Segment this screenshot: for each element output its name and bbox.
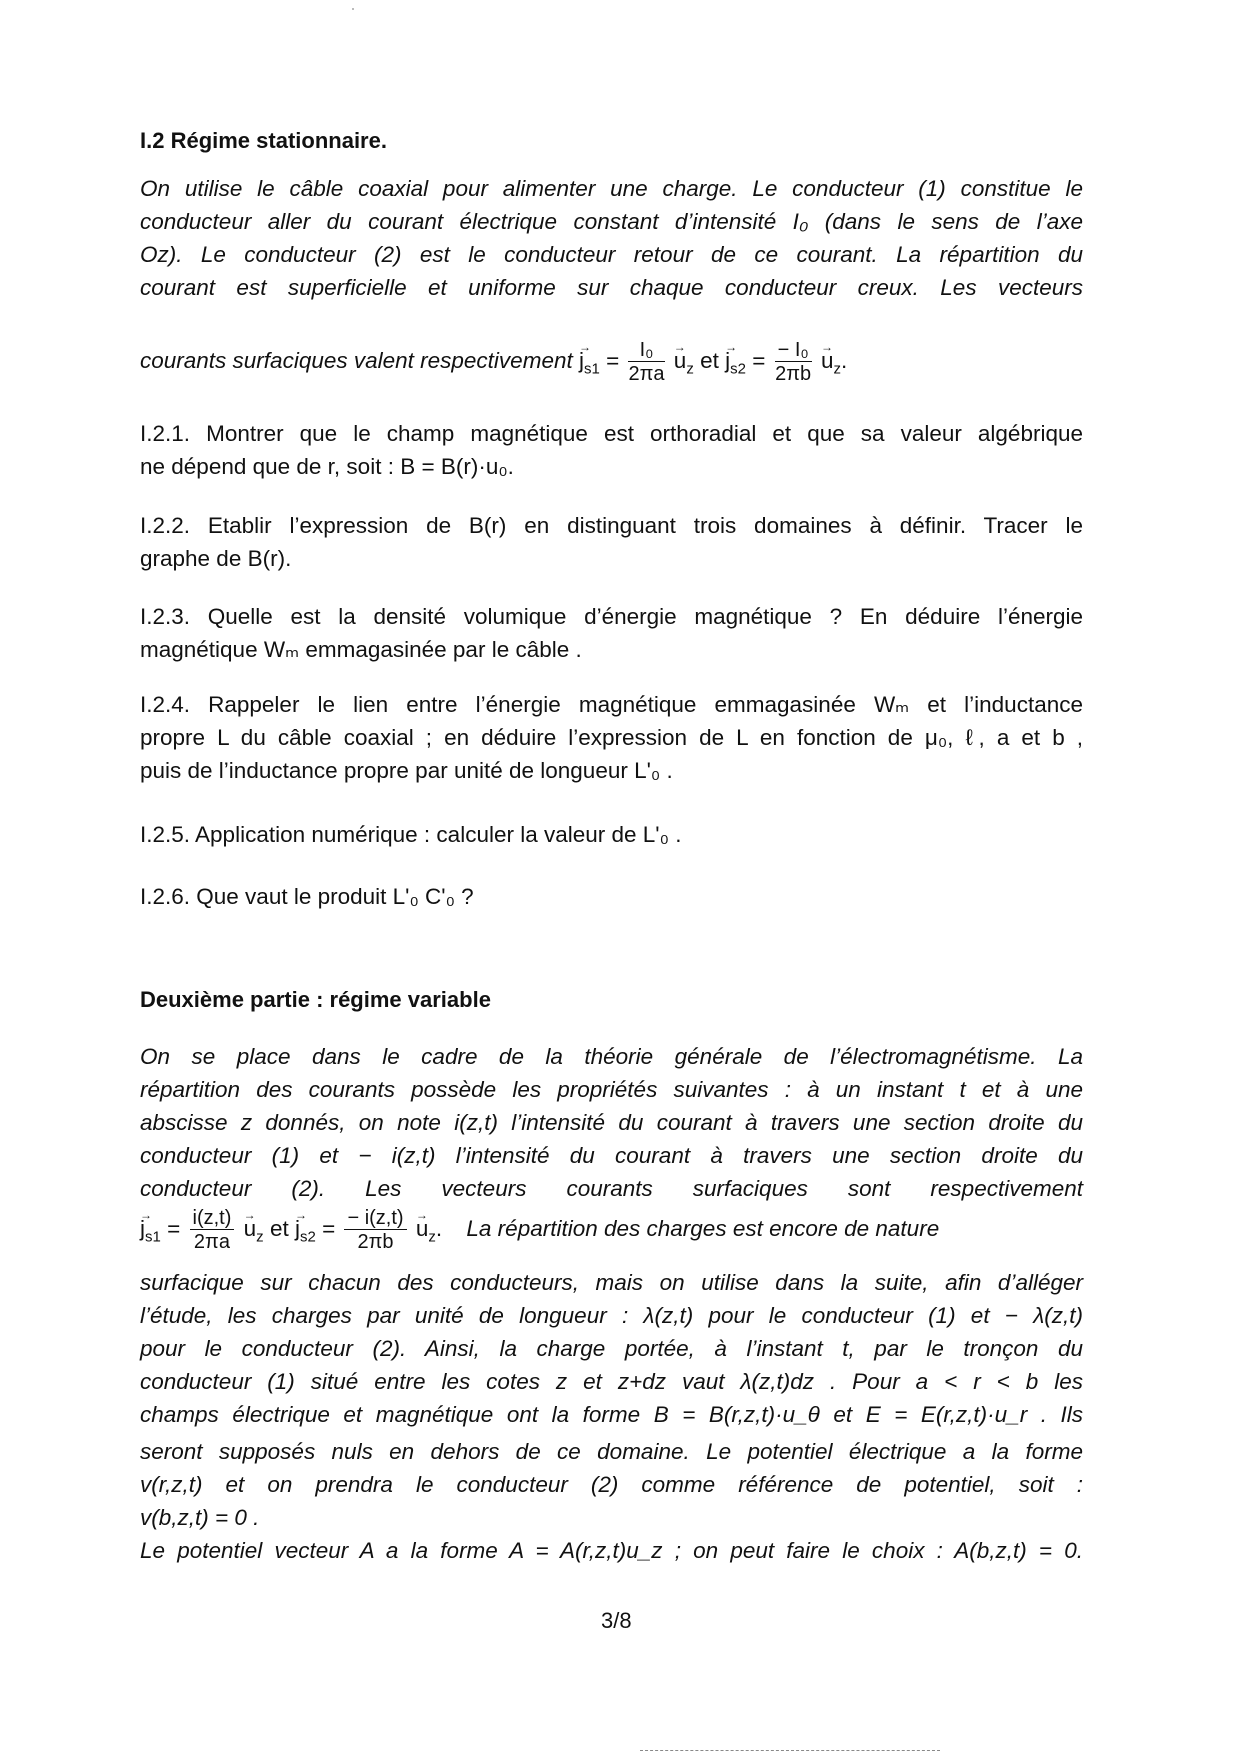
and-word: et xyxy=(269,1216,289,1241)
body-line: pour le conducteur (2). Ainsi, la charge portée, à l’instant t, par le tronçon du xyxy=(140,1336,1083,1361)
js1-subscript: s1 xyxy=(145,1228,161,1246)
js1-denominator: 2πa xyxy=(628,363,665,385)
question-1-2-3 xyxy=(140,600,1083,666)
uz-vector: → u xyxy=(674,341,687,381)
uz-vector: → u xyxy=(416,1208,429,1250)
js2-numerator: − I₀ xyxy=(775,340,812,362)
js1-numerator: I₀ xyxy=(628,340,664,362)
body-line: l’étude, les charges par unité de longueur : λ(z,t) pour le conducteur (1) et − λ(z,t) xyxy=(140,1303,1083,1328)
body-line: abscisse z donnés, on note i(z,t) l’intensité du courant à travers une section droite du xyxy=(140,1110,1083,1135)
question-text: I.2.5. Application numérique : calculer la valeur de L'₀ . xyxy=(140,822,682,847)
section-intro xyxy=(140,172,1083,304)
part-two-body-a xyxy=(140,1040,1083,1205)
js2-vector: → j xyxy=(295,1208,300,1250)
body-line: seront supposés nuls en dehors de ce domaine. Le potentiel électrique a la forme xyxy=(140,1439,1083,1464)
question-text: magnétique Wₘ emmagasinée par le câble . xyxy=(140,637,582,662)
intro-line: conducteur aller du courant électrique constant d’intensité I₀ (dans le sens de l’axe xyxy=(140,209,1083,234)
intro-line: On utilise le câble coaxial pour alimenter une charge. Le conducteur (1) constitue le xyxy=(140,176,1083,201)
js2-fraction xyxy=(775,340,812,384)
js2-numerator: − i(z,t) xyxy=(344,1208,406,1230)
js1-vector: → j xyxy=(140,1208,145,1250)
js1-subscript: s1 xyxy=(583,360,600,378)
uz-vector: → u xyxy=(821,341,834,381)
uz-subscript: z xyxy=(428,1228,436,1246)
body-line: répartition des courants possède les propriétés suivantes : à un instant t et à une xyxy=(140,1077,1083,1102)
question-text: I.2.2. Etablir l’expression de B(r) en distinguant trois domaines à définir. Tracer le xyxy=(140,513,1083,538)
page-number: 3/8 xyxy=(601,1608,632,1633)
question-1-2-5 xyxy=(140,818,1083,851)
equation-tail-text: La répartition des charges est encore de nature xyxy=(466,1216,940,1241)
body-line: conducteur (1) et − i(z,t) l’intensité du courant à travers une section droite du xyxy=(140,1143,1083,1168)
part-two-title: Deuxième partie : régime variable xyxy=(140,987,491,1012)
question-text: I.2.1. Montrer que le champ magnétique est orthoradial et que sa valeur algébrique xyxy=(140,421,1083,446)
question-text: puis de l’inductance propre par unité de longueur L'₀ . xyxy=(140,758,673,783)
js2-denominator: 2πb xyxy=(775,363,812,385)
body-line: champs électrique et magnétique ont la forme B = B(r,z,t)·u_θ et E = E(r,z,t)·u_r . Ils xyxy=(140,1402,1083,1427)
question-text: graphe de B(r). xyxy=(140,546,292,571)
js2-subscript: s2 xyxy=(730,360,746,378)
section-title: I.2 Régime stationnaire. xyxy=(140,128,387,153)
uz-subscript: z xyxy=(256,1228,264,1246)
js1-fraction xyxy=(628,340,664,384)
js2-variable-fraction xyxy=(344,1208,406,1252)
scan-mark xyxy=(352,8,354,10)
question-text: I.2.6. Que vaut le produit L'₀ C'₀ ? xyxy=(140,884,474,909)
part-two-body-b xyxy=(140,1266,1083,1570)
equation-end: . xyxy=(435,1216,443,1241)
js2-denominator: 2πb xyxy=(357,1231,394,1254)
js2-subscript: s2 xyxy=(299,1228,316,1246)
equation-intro-text: courants surfaciques valent respectivement xyxy=(140,347,573,373)
question-text: I.2.3. Quelle est la densité volumique d’énergie magnétique ? En déduire l’énergie xyxy=(140,604,1083,629)
js2-vector: → j xyxy=(725,341,730,381)
body-line: Le potentiel vecteur A a la forme A = A(r,z,t)u_z ; on peut faire le choix : A(b,z,t) = 0. xyxy=(140,1538,1083,1563)
variable-current-equation: → $j_{s1}$ = $\frac{i(z,t)}{2\pi a}$ → $u_z$ et → $j_{s2}$ = $\frac{- i(z,t)}{2\pi b}$ → $u_z$. La répartition des charges est encore de nature xyxy=(140,1208,1083,1259)
uz-vector: → u xyxy=(244,1208,257,1250)
question-1-2-2 xyxy=(140,509,1083,575)
js1-vector: → j xyxy=(579,341,584,381)
question-text: I.2.4. Rappeler le lien entre l’énergie magnétique emmagasinée Wₘ et l’inductance xyxy=(140,692,1083,717)
question-text: ne dépend que de r, soit : B = B(r)·u₀. xyxy=(140,454,514,479)
current-density-equation: courants surfaciques valent respectivement → $j_{s1}$ = $\frac{\text{I₀}}{2\pi a}$ → $u_z$ et → $j_{s2}$ = $\frac{\text{− I₀}}{2\pi b}$ → $u_z$. xyxy=(140,340,1083,389)
body-line: conducteur (1) situé entre les cotes z et z+dz vaut λ(z,t)dz . Pour a < r < b les xyxy=(140,1369,1083,1394)
body-line: v(b,z,t) = 0 . xyxy=(140,1505,260,1530)
uz-subscript: z xyxy=(686,360,694,378)
intro-line: courant est superficielle et uniforme sur chaque conducteur creux. Les vecteurs xyxy=(140,275,1083,300)
js1-denominator: 2πa xyxy=(193,1231,230,1254)
uz-subscript: z xyxy=(833,360,841,378)
and-word: et xyxy=(700,347,719,373)
body-line: surfacique sur chacun des conducteurs, mais on utilise dans la suite, afin d’alléger xyxy=(140,1270,1083,1295)
js1-numerator: i(z,t) xyxy=(190,1208,235,1230)
body-line: conducteur (2). Les vecteurs courants surfaciques sont respectivement xyxy=(140,1176,1083,1201)
question-1-2-1 xyxy=(140,417,1083,483)
body-line: On se place dans le cadre de la théorie générale de l’électromagnétisme. La xyxy=(140,1044,1083,1069)
body-line: v(r,z,t) et on prendra le conducteur (2) comme référence de potentiel, soit : xyxy=(140,1472,1083,1497)
question-1-2-4 xyxy=(140,688,1083,787)
intro-line: Oz). Le conducteur (2) est le conducteur retour de ce courant. La répartition du xyxy=(140,242,1083,267)
question-text: propre L du câble coaxial ; en déduire l’expression de L en fonction de μ₀, ℓ, a et b , xyxy=(140,725,1083,750)
equation-end: . xyxy=(840,347,848,373)
footer-rule xyxy=(640,1750,940,1751)
question-1-2-6 xyxy=(140,880,1083,913)
js1-variable-fraction xyxy=(190,1208,235,1252)
